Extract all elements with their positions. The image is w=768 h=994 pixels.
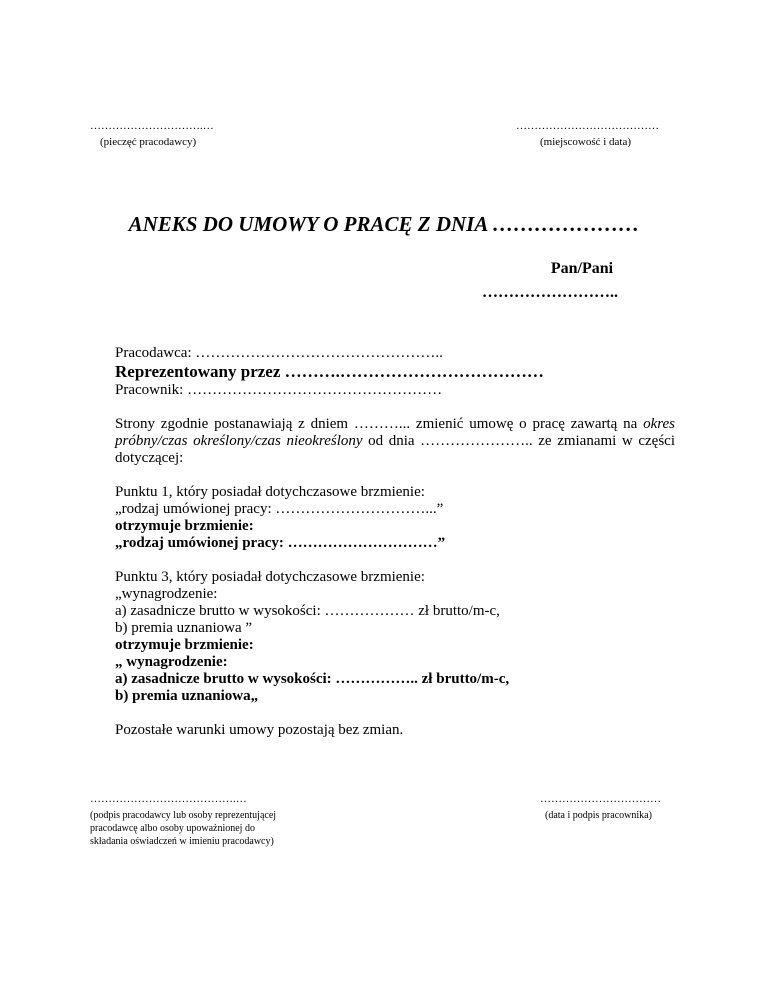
closing-line: Pozostałe warunki umowy pozostają bez zmian. [115, 722, 404, 738]
point1-line3: otrzymuje brzmienie: [115, 518, 254, 534]
point3-line8: b) premia uznaniowa„ [115, 688, 259, 704]
employee-signature-label: (data i podpis pracownika) [545, 810, 652, 821]
employer-signature-dots: ………………………………….… [90, 793, 247, 805]
intro-italic-1: okres [643, 416, 676, 432]
point3-line7: a) zasadnicze brutto w wysokości: …………….. zł brutto/m-c, [115, 671, 510, 687]
employer-line: Pracodawca: ………………………………………….. [115, 345, 443, 361]
represented-by-line: Reprezentowany przez ……….……………………………… [115, 362, 544, 381]
intro-text-3: dotyczącej: [115, 450, 184, 466]
point3-line1: Punktu 3, który posiadał dotychczasowe brzmienie: [115, 569, 425, 585]
stamp-label: (pieczęć pracodawcy) [100, 136, 197, 148]
intro-text-2: od dnia ………………….. ze zmianami w części [368, 433, 676, 449]
point3-line5: otrzymuje brzmienie: [115, 637, 254, 653]
employee-signature-dots: …………………………… [540, 793, 661, 805]
intro-paragraph [115, 416, 675, 467]
document-title: ANEKS DO UMOWY O PRACĘ Z DNIA ………………… [128, 212, 640, 236]
addressee-label: Pan/Pani [550, 260, 614, 277]
employer-signature-label: (podpis pracodawcy lub osoby reprezentującej pracodawcę albo osoby upoważnionej do składania oświadczeń w imieniu pracodawcy) [90, 810, 277, 847]
point3-line3: a) zasadnicze brutto w wysokości: ……………… zł brutto/m-c, [115, 603, 500, 619]
point1-line2: „rodzaj umówionej pracy: …………………………...” [115, 501, 444, 517]
point1-line4: „rodzaj umówionej pracy: …………………………” [115, 535, 446, 551]
point1-line1: Punktu 1, który posiadał dotychczasowe brzmienie: [115, 484, 425, 500]
point3-line4: b) premia uznaniowa ” [115, 620, 253, 636]
place-date-dots: ………………………………… [516, 120, 659, 132]
place-date-label: (miejscowość i data) [540, 136, 632, 148]
stamp-dots: ………………………….… [90, 120, 214, 132]
document-body [115, 345, 675, 739]
point3-line6: „ wynagrodzenie: [115, 654, 228, 670]
intro-italic-2: próbny/czas określony/czas nieokreślony [115, 433, 363, 449]
addressee-dots: …………………….. [482, 284, 618, 301]
intro-text-1: Strony zgodnie postanawiają z dniem ………... zmienić umowę o pracę zawartą na [115, 416, 638, 432]
employee-line: Pracownik: …………………………………………… [115, 382, 443, 398]
point3-line2: „wynagrodzenie: [115, 586, 218, 602]
